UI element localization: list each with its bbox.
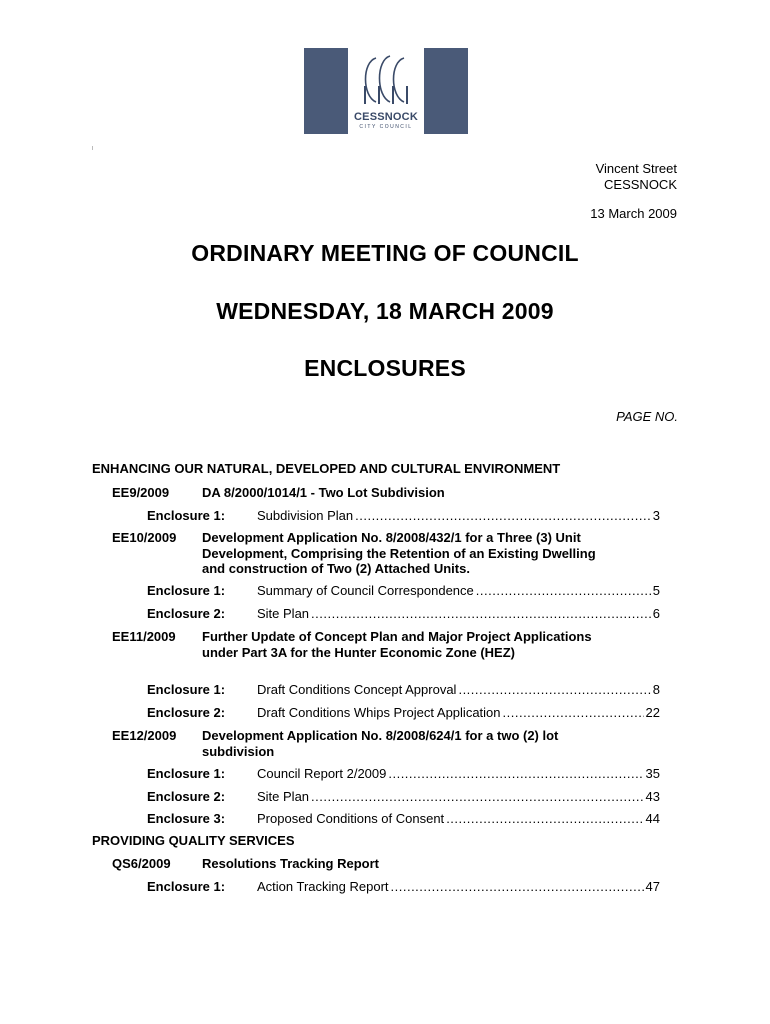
toc-entry[interactable] <box>257 879 660 894</box>
enclosure-label: Enclosure 2: <box>147 705 226 720</box>
enclosure-text: Action Tracking Report <box>257 879 389 894</box>
enclosure-label: Enclosure 1: <box>147 583 226 598</box>
enclosures-heading: ENCLOSURES <box>304 355 466 381</box>
enclosure-text: Site Plan <box>257 789 310 804</box>
leader-dots <box>311 789 643 804</box>
section-title: ENHANCING OUR NATURAL, DEVELOPED AND CULTURAL ENVIRONMENT <box>92 461 561 476</box>
item-title: Further Update of Concept Plan and Major Project Applications under Part 3A for the Hunter Economic Zone (HEZ) <box>202 629 592 660</box>
logo-emblem-icon <box>354 50 418 110</box>
enclosure-label: Enclosure 3: <box>147 811 226 826</box>
enclosure-text: Site Plan <box>257 606 310 621</box>
item-title: Development Application No. 8/2008/624/1 for a two (2) lot subdivision <box>202 728 559 759</box>
logo-left-panel <box>304 48 348 134</box>
logo-subtitle: CITY COUNCIL <box>359 124 413 130</box>
item-code: EE10/2009 <box>112 530 177 545</box>
page-number: 3 <box>652 508 660 523</box>
item-code: EE11/2009 <box>112 629 176 644</box>
toc-entry[interactable] <box>257 682 660 697</box>
page-number: 43 <box>645 789 660 804</box>
enclosure-label: Enclosure 2: <box>147 789 226 804</box>
item-title: DA 8/2000/1014/1 - Two Lot Subdivision <box>202 485 445 500</box>
page-number: 35 <box>645 766 660 781</box>
council-logo <box>304 48 468 134</box>
page-number: 6 <box>652 606 660 621</box>
enclosure-label: Enclosure 1: <box>147 682 226 697</box>
page-number: 5 <box>652 583 660 598</box>
item-code: EE9/2009 <box>112 485 170 500</box>
toc-entry[interactable] <box>257 789 660 804</box>
toc-entry[interactable] <box>257 508 660 523</box>
leader-dots <box>503 705 644 720</box>
leader-dots <box>458 682 650 697</box>
item-title: Development Application No. 8/2008/432/1 for a Three (3) Unit Development, Comprising the Retention of an Existing Dwelling and construction of Two (2) Attached Units. <box>202 530 596 576</box>
leader-dots <box>388 766 643 781</box>
enclosure-label: Enclosure 1: <box>147 766 226 781</box>
page-number: 44 <box>645 811 660 826</box>
toc-entry[interactable] <box>257 811 660 826</box>
toc-entry[interactable] <box>257 583 660 598</box>
page-number: 22 <box>645 705 660 720</box>
toc-entry[interactable] <box>257 606 660 621</box>
section-title: PROVIDING QUALITY SERVICES <box>92 833 295 848</box>
leader-dots <box>355 508 651 523</box>
enclosure-text: Summary of Council Correspondence <box>257 583 474 598</box>
logo-right-panel <box>424 48 468 134</box>
enclosure-label: Enclosure 2: <box>147 606 226 621</box>
leader-dots <box>311 606 651 621</box>
enclosure-text: Proposed Conditions of Consent <box>257 811 445 826</box>
meeting-date: WEDNESDAY, 18 MARCH 2009 <box>216 298 554 324</box>
enclosure-text: Subdivision Plan <box>257 508 354 523</box>
leader-dots <box>446 811 643 826</box>
enclosure-text: Draft Conditions Whips Project Application <box>257 705 501 720</box>
item-code: EE12/2009 <box>112 728 177 743</box>
address-town: CESSNOCK <box>604 177 677 192</box>
enclosure-label: Enclosure 1: <box>147 508 226 523</box>
page-number: 8 <box>652 682 660 697</box>
page-no-label: PAGE NO. <box>616 409 678 424</box>
toc-entry[interactable] <box>257 705 660 720</box>
enclosure-text: Draft Conditions Concept Approval <box>257 682 457 697</box>
toc-entry[interactable] <box>257 766 660 781</box>
address-street: Vincent Street <box>595 161 677 176</box>
item-code: QS6/2009 <box>112 856 171 871</box>
scan-mark <box>92 146 93 150</box>
meeting-title: ORDINARY MEETING OF COUNCIL <box>191 240 579 266</box>
page-number: 47 <box>645 879 660 894</box>
leader-dots <box>476 583 651 598</box>
item-title: Resolutions Tracking Report <box>202 856 379 871</box>
logo-name: CESSNOCK <box>354 111 418 123</box>
letter-date: 13 March 2009 <box>590 206 677 221</box>
enclosure-label: Enclosure 1: <box>147 879 226 894</box>
enclosure-text: Council Report 2/2009 <box>257 766 387 781</box>
logo-center <box>348 48 424 134</box>
leader-dots <box>391 879 644 894</box>
